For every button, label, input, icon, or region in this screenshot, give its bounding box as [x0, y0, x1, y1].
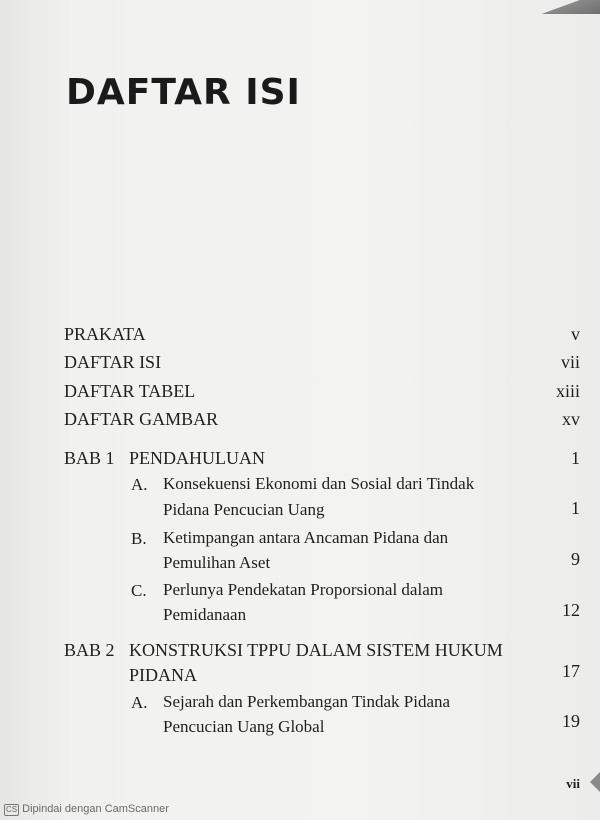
page-edge-tab [590, 772, 600, 792]
chapter-2-label: BAB 2 [64, 640, 115, 660]
chapter-2-title-line2: PIDANA [129, 665, 198, 685]
section-1b-title-line1: Ketimpangan antara Ancaman Pidana dan [163, 528, 449, 547]
toc-page-prakata: v [571, 324, 580, 344]
section-1a-letter: A. [131, 475, 148, 494]
section-1a-page: 1 [571, 498, 580, 518]
section-1a-title-line1: Konsekuensi Ekonomi dan Sosial dari Tindak [163, 474, 475, 493]
watermark-text: Dipindai dengan CamScanner [22, 803, 169, 815]
page-title: DAFTAR ISI [66, 72, 301, 113]
section-1b-title-line2: Pemulihan Aset [163, 553, 271, 572]
toc-page-daftar-isi: vii [560, 352, 580, 372]
toc-page-daftar-gambar: xv [562, 409, 580, 429]
toc-entry-daftar-gambar: DAFTAR GAMBAR [64, 409, 219, 429]
section-1c-letter: C. [131, 581, 147, 600]
toc-page-daftar-tabel: xiii [555, 381, 580, 401]
section-2a-title-line2: Pencucian Uang Global [163, 717, 325, 736]
section-1b-letter: B. [131, 529, 147, 548]
chapter-1-label: BAB 1 [64, 448, 115, 468]
scanner-watermark [4, 803, 169, 816]
section-2a-page: 19 [562, 711, 580, 731]
page-corner-shadow [540, 0, 600, 14]
footer-page-number: vii [566, 776, 580, 791]
chapter-2-page: 17 [562, 661, 580, 681]
toc-entry-prakata: PRAKATA [64, 324, 146, 344]
chapter-2-title-line1: KONSTRUKSI TPPU DALAM SISTEM HUKUM [129, 640, 503, 660]
section-2a-title-line1: Sejarah dan Perkembangan Tindak Pidana [163, 692, 451, 711]
section-1b-page: 9 [571, 549, 580, 569]
chapter-1-page: 1 [571, 448, 580, 468]
camscanner-icon: CS [6, 805, 18, 814]
section-1c-title-line1: Perlunya Pendekatan Proporsional dalam [163, 580, 443, 599]
section-1a-title-line2: Pidana Pencucian Uang [163, 500, 325, 519]
section-2a-letter: A. [131, 693, 148, 712]
section-1c-page: 12 [562, 600, 580, 620]
section-1c-title-line2: Pemidanaan [163, 605, 247, 624]
toc-entry-daftar-isi: DAFTAR ISI [64, 352, 162, 372]
toc-entry-daftar-tabel: DAFTAR TABEL [64, 381, 196, 401]
chapter-1-title: PENDAHULUAN [129, 448, 265, 468]
